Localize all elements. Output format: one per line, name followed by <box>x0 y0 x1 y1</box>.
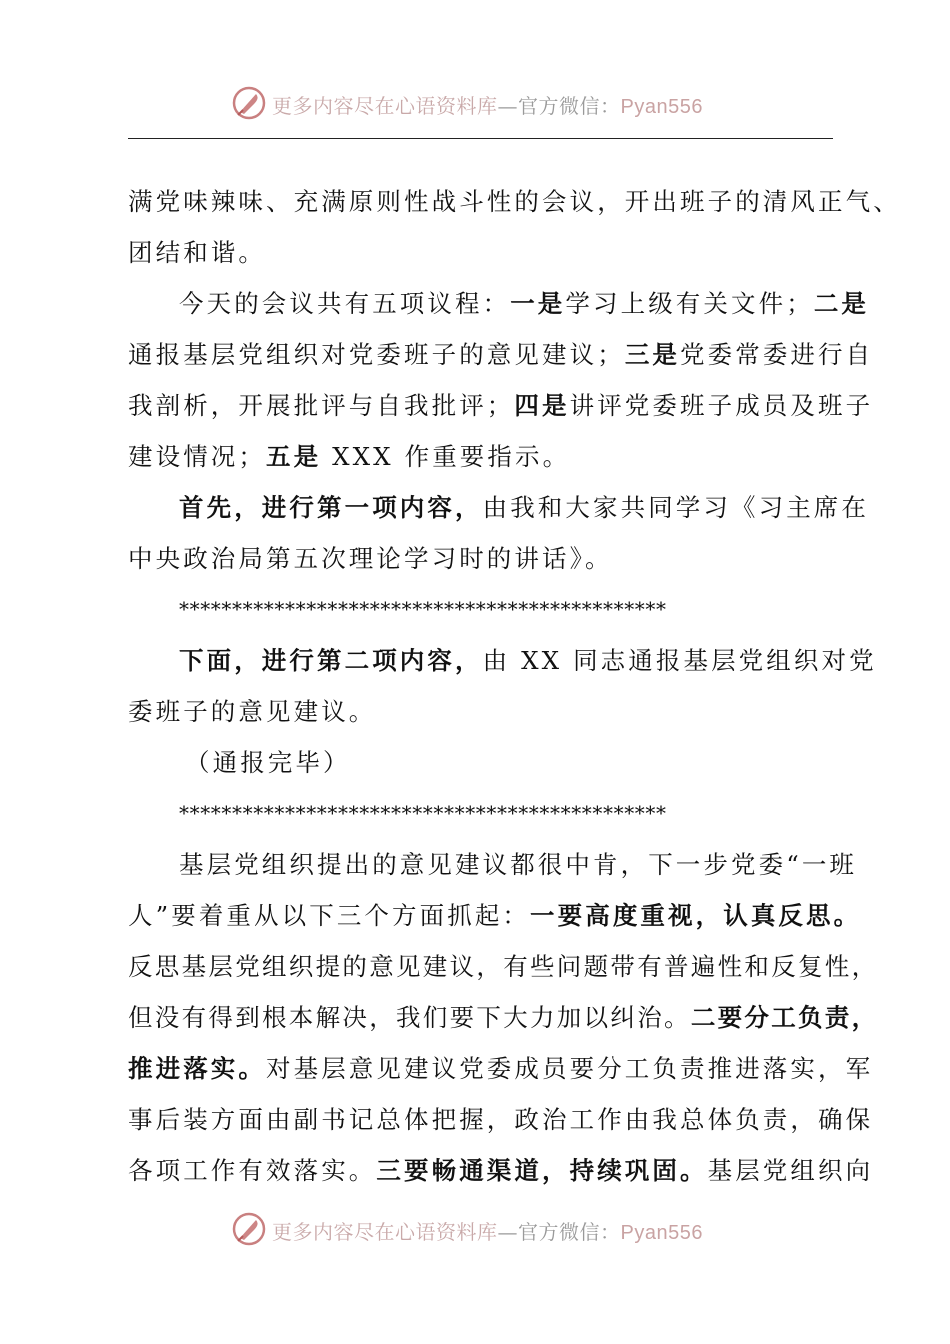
header-text <box>272 90 703 119</box>
footer-text <box>272 1216 703 1245</box>
header-site-text: 更多内容尽在心语资料库 <box>272 94 498 118</box>
p3-line-1: 首先，进行第一项内容，由我和大家共同学习《习主席在 <box>179 493 870 522</box>
document-body <box>128 176 901 1196</box>
header-divider <box>128 138 833 139</box>
p6-line-1: 基层党组织提出的意见建议都很中肯，下一步党委“一班 <box>179 850 858 879</box>
p4-line-2: 委班子的意见建议。 <box>128 697 377 726</box>
p2-line-2: 通报基层党组织对党委班子的意见建议；三是党委常委进行自 <box>128 340 874 369</box>
header-banner <box>0 84 950 124</box>
footer-dash-text: —官方微信： <box>497 1220 621 1244</box>
footer-site-text: 更多内容尽在心语资料库 <box>272 1220 498 1244</box>
p2-line-4: 建设情况；五是 XXX 作重要指示。 <box>128 442 571 471</box>
p6-line-3: 反思基层党组织提的意见建议，有些问题带有普遍性和反复性， <box>128 952 879 981</box>
p4-line-1: 下面，进行第二项内容，由 XX 同志通报基层党组织对党 <box>179 646 877 675</box>
footer-banner <box>0 1210 950 1250</box>
p1-line-2: 团结和谐。 <box>128 238 266 267</box>
separator-2: ********************************************** <box>179 801 667 825</box>
p5-line: （通报完毕） <box>185 748 351 777</box>
p3-line-2: 中央政治局第五次理论学习时的讲话》。 <box>128 544 613 573</box>
footer-wechat-id: Pyan556 <box>620 1222 703 1244</box>
quill-logo-icon <box>230 84 268 122</box>
p6-line-2: 人”要着重从以下三个方面抓起：一要高度重视，认真反思。 <box>128 901 862 930</box>
header-wechat-id: Pyan556 <box>620 96 703 118</box>
separator-1: ********************************************** <box>179 597 667 621</box>
p6-line-7: 各项工作有效落实。三要畅通渠道，持续巩固。基层党组织向 <box>128 1156 874 1185</box>
p6-line-4: 但没有得到根本解决，我们要下大力加以纠治。二要分工负责， <box>128 1003 879 1032</box>
p2-line-1: 今天的会议共有五项议程：一是学习上级有关文件；二是 <box>179 289 870 318</box>
quill-logo-icon <box>230 1210 268 1248</box>
p1-line-1: 满党味辣味、充满原则性战斗性的会议，开出班子的清风正气、 <box>128 187 901 216</box>
p6-line-5: 推进落实。对基层意见建议党委成员要分工负责推进落实，军 <box>128 1054 874 1083</box>
p6-line-6: 事后装方面由副书记总体把握，政治工作由我总体负责，确保 <box>128 1105 874 1134</box>
header-dash-text: —官方微信： <box>497 94 621 118</box>
p2-line-3: 我剖析，开展批评与自我批评；四是讲评党委班子成员及班子 <box>128 391 874 420</box>
